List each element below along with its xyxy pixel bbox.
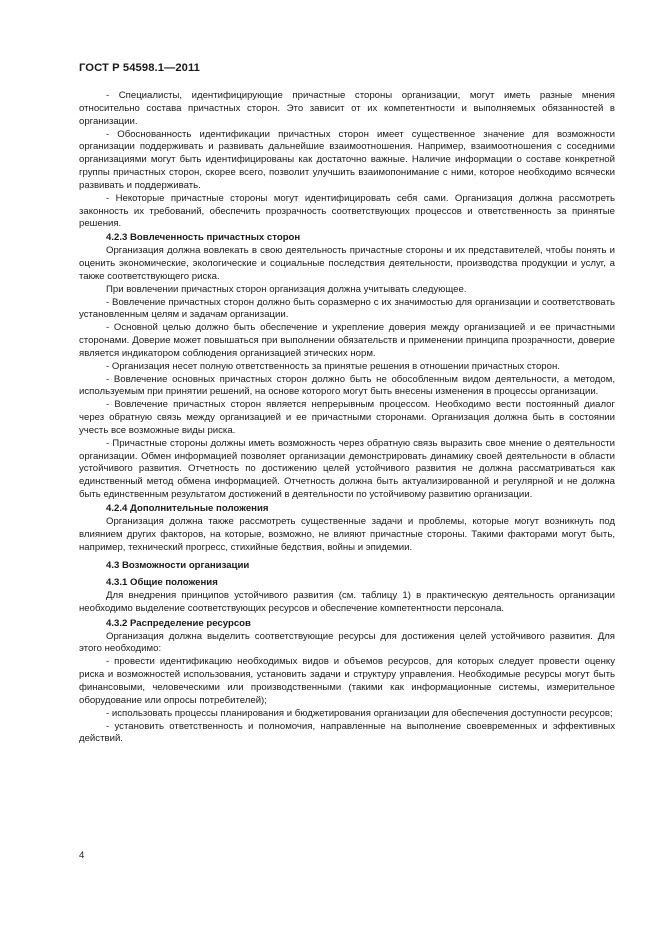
page-number: 4 xyxy=(79,850,85,861)
paragraph: Организация должна выделить соответствующие ресурсы для достижения целей устойчивого развития. Для этого необходимо: xyxy=(79,630,615,655)
paragraph: - Вовлечение причастных сторон является непрерывным процессом. Необходимо вести постоянный диалог через обратную связь между организацией и ее причастными сторонами. Организация должна быть в состоянии учесть все возможные виды риска. xyxy=(79,399,615,436)
paragraph: - установить ответственность и полномочия, направленные на выполнение своевременных и эффективных действий. xyxy=(79,720,615,745)
paragraph: - Обоснованность идентификации причастных сторон имеет существенное значение для возможности организации поддерживать и развивать дальнейшие взаимоотношения. Например, взаимоотношения с соседними организациями могут быть идентифицированы как достаточно важные. Наличие информации о составе конкретной группы причастных сторон, скорее всего, позволит улучшить взаимопонимание с ними, которое необходимо всячески развивать и поддерживать. xyxy=(79,128,615,191)
paragraph: - Некоторые причастные стороны могут идентифицировать себя сами. Организация должна рассмотреть законность их требований, обеспечить прозрачность соответствующих процессов и ответственность за принятые решения. xyxy=(79,192,615,230)
paragraph: - Вовлечение основных причастных сторон должно быть не обособленным видом деятельности, а методом, используемым при принятии решений, на основе которого могут быть внесены изменения в процессы организации. xyxy=(79,373,615,398)
paragraph: Для внедрения принципов устойчивого развития (см. таблицу 1) в практическую деятельность организации необходимо выделение соответствующих ресурсов и обеспечение компетентности персонала. xyxy=(79,590,615,614)
section-heading: 4.2.3 Вовлеченность причастных сторон xyxy=(106,232,301,244)
section-heading: 4.3.1 Общие положения xyxy=(106,577,218,589)
paragraph: - Специалисты, идентифицирующие причастные стороны организации, могут иметь разные мнения относительно состава причастных сторон. Это зависит от их компетентности и выполняемых обязанностей в организации. xyxy=(79,90,615,127)
document-page xyxy=(79,0,615,936)
section-heading: 4.3.2 Распределение ресурсов xyxy=(106,617,251,629)
section-heading: 4.2.4 Дополнительные положения xyxy=(106,503,269,514)
paragraph: - Организация несет полную ответственность за принятые решения в отношении причастных сторон. xyxy=(106,360,560,372)
section-heading: 4.3 Возможности организации xyxy=(106,560,250,572)
document-body xyxy=(79,90,615,746)
paragraph: При вовлечении причастных сторон организация должна учитывать следующее. xyxy=(106,283,467,295)
paragraph: - провести идентификацию необходимых видов и объемов ресурсов, для которых следует провести оценку риска и возможностей использования, установить задачи и структуру управления. Необходимые ресурсы могут быть финансовыми, человеческими или производственными (такими как информационные системы, измерительное оборудование или опросы потребителей); xyxy=(79,656,615,706)
paragraph: - использовать процессы планирования и бюджетирования организации для обеспечения доступности ресурсов; xyxy=(106,707,613,719)
paragraph: Организация должна также рассмотреть существенные задачи и проблемы, которые могут возникнуть под влиянием других факторов, на которые, возможно, не влияют причастные стороны. Такими факторами могут быть, например, технический прогресс, стихийные бедствия, войны и эпидемии. xyxy=(79,515,615,553)
paragraph: Организация должна вовлекать в свою деятельность причастные стороны и их представителей, чтобы понять и оценить экономические, экологические и социальные последствия деятельности, производства продукции и услуг, а также соответствующего риска. xyxy=(79,245,615,282)
paragraph: - Основной целью должно быть обеспечение и укрепление доверия между организацией и ее причастными сторонами. Доверие может повышаться при выполнении обязательств и применении принципа прозрачности, доверие является индикатором соблюдения организацией этических норм. xyxy=(79,322,615,359)
paragraph: - Причастные стороны должны иметь возможность через обратную связь выразить свое мнение о деятельности организации. Обмен информацией позволяет организации демонстрировать динамику своей деятельности в области устойчивого развития. Отчетность по достижению целей устойчивого развития не должна рассматриваться как единственный метод обмена информацией. Отчетность должна быть актуализированной и регулярной и не должна быть единственным результатом достижений в деятельности по устойчивому развитию организации. xyxy=(79,437,615,501)
paragraph: - Вовлечение причастных сторон должно быть соразмерно с их значимостью для организации и соответствовать установленным целям и задачам организации. xyxy=(79,296,615,321)
document-header: ГОСТ Р 54598.1—2011 xyxy=(79,62,201,74)
